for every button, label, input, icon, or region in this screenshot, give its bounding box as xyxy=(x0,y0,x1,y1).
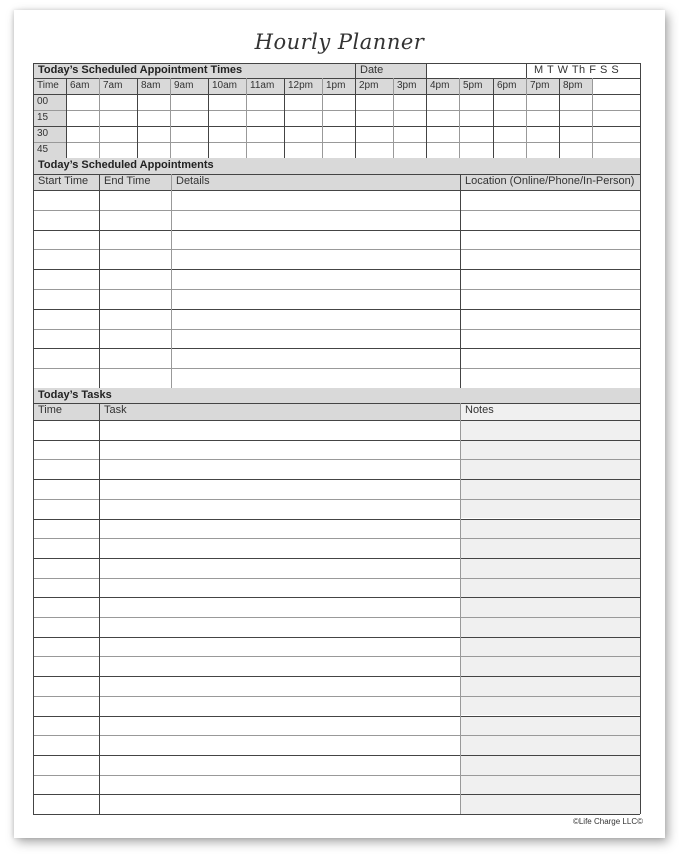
grid-line xyxy=(33,142,640,143)
column-header-details: Details xyxy=(171,174,460,190)
task-cell[interactable] xyxy=(99,656,460,676)
appointment-cell[interactable] xyxy=(33,190,99,210)
time-slot-cell[interactable] xyxy=(559,110,592,126)
time-slot-cell[interactable] xyxy=(208,142,246,158)
hour-header-3pm: 3pm xyxy=(393,78,426,94)
minute-label-15: 15 xyxy=(33,110,66,126)
appointment-cell[interactable] xyxy=(171,190,460,210)
grid-line xyxy=(137,78,138,158)
time-slot-cell[interactable] xyxy=(170,110,208,126)
appointment-cell[interactable] xyxy=(99,348,171,368)
task-time-cell[interactable] xyxy=(33,755,99,775)
grid-line xyxy=(33,656,640,657)
grid-line xyxy=(33,309,640,310)
task-notes-cell[interactable] xyxy=(460,618,640,637)
grid-line xyxy=(640,158,641,388)
time-slot-cell[interactable] xyxy=(355,110,393,126)
time-slot-cell[interactable] xyxy=(355,94,393,110)
time-slot-cell[interactable] xyxy=(592,94,640,110)
task-notes-cell[interactable] xyxy=(460,638,640,657)
task-cell[interactable] xyxy=(99,735,460,755)
task-time-cell[interactable] xyxy=(33,558,99,578)
appointment-cell[interactable] xyxy=(460,329,640,349)
time-slot-cell[interactable] xyxy=(426,126,459,142)
grid-line xyxy=(33,388,34,814)
hour-header-2pm: 2pm xyxy=(355,78,393,94)
grid-line xyxy=(426,78,427,158)
time-slot-cell[interactable] xyxy=(170,94,208,110)
time-slot-cell[interactable] xyxy=(393,142,426,158)
task-cell[interactable] xyxy=(99,755,460,775)
appointment-cell[interactable] xyxy=(460,210,640,230)
hour-header-10am: 10am xyxy=(208,78,246,94)
task-time-cell[interactable] xyxy=(33,735,99,755)
grid-line xyxy=(66,78,67,158)
page-title: Hourly Planner xyxy=(254,30,425,54)
appointment-cell[interactable] xyxy=(171,210,460,230)
task-cell[interactable] xyxy=(99,716,460,736)
task-cell[interactable] xyxy=(99,538,460,558)
grid-line xyxy=(33,63,34,158)
time-slot-cell[interactable] xyxy=(322,110,355,126)
day-of-week-selector[interactable]: M T W Th F S S xyxy=(534,64,620,76)
grid-line xyxy=(33,348,640,349)
section-header-appointments: Today’s Scheduled Appointments xyxy=(33,158,640,174)
time-slot-cell[interactable] xyxy=(559,126,592,142)
grid-line xyxy=(246,78,247,158)
task-cell[interactable] xyxy=(99,794,460,814)
grid-line xyxy=(33,637,640,638)
task-notes-cell[interactable] xyxy=(460,736,640,755)
time-slot-cell[interactable] xyxy=(322,142,355,158)
grid-line xyxy=(33,174,640,175)
grid-line xyxy=(33,676,640,677)
time-slot-cell[interactable] xyxy=(393,94,426,110)
time-slot-cell[interactable] xyxy=(208,126,246,142)
time-column-header: Time xyxy=(33,78,66,94)
time-slot-cell[interactable] xyxy=(393,126,426,142)
section-header-tasks: Today’s Tasks xyxy=(33,388,640,403)
grid-line xyxy=(460,403,461,814)
time-slot-cell[interactable] xyxy=(137,142,170,158)
appointment-cell[interactable] xyxy=(460,269,640,289)
appointment-cell[interactable] xyxy=(33,368,99,388)
grid-line xyxy=(460,174,461,388)
grid-line xyxy=(33,499,640,500)
date-field[interactable] xyxy=(426,63,526,78)
grid-line xyxy=(33,794,640,795)
copyright-footer: ©Life Charge LLC© xyxy=(572,817,643,826)
grid-line xyxy=(33,78,640,79)
task-cell[interactable] xyxy=(99,617,460,637)
column-header-location-online-phone-in-person: Location (Online/Phone/In-Person) xyxy=(460,174,640,190)
minute-label-45: 45 xyxy=(33,142,66,158)
grid-line xyxy=(33,403,640,404)
hour-header-9am: 9am xyxy=(170,78,208,94)
time-slot-cell[interactable] xyxy=(459,110,493,126)
task-time-cell[interactable] xyxy=(33,656,99,676)
grid-line xyxy=(640,388,641,814)
grid-line xyxy=(355,63,356,78)
time-slot-cell[interactable] xyxy=(66,126,99,142)
time-slot-cell[interactable] xyxy=(284,126,322,142)
task-time-cell[interactable] xyxy=(33,637,99,657)
time-slot-cell[interactable] xyxy=(459,142,493,158)
time-slot-cell[interactable] xyxy=(526,126,559,142)
time-slot-cell[interactable] xyxy=(355,142,393,158)
appointment-cell[interactable] xyxy=(33,348,99,368)
grid-line xyxy=(393,78,394,158)
task-cell[interactable] xyxy=(99,519,460,539)
task-cell[interactable] xyxy=(99,440,460,460)
time-slot-cell[interactable] xyxy=(526,110,559,126)
grid-line xyxy=(459,78,460,158)
task-notes-cell[interactable] xyxy=(460,756,640,775)
grid-line xyxy=(33,126,640,127)
task-cell[interactable] xyxy=(99,479,460,499)
appointment-cell[interactable] xyxy=(171,329,460,349)
time-slot-cell[interactable] xyxy=(592,110,640,126)
time-slot-cell[interactable] xyxy=(137,94,170,110)
appointment-cell[interactable] xyxy=(171,230,460,250)
task-notes-cell[interactable] xyxy=(460,776,640,795)
minute-label-30: 30 xyxy=(33,126,66,142)
grid-line xyxy=(33,755,640,756)
grid-line xyxy=(33,420,640,421)
time-slot-cell[interactable] xyxy=(246,142,284,158)
grid-line xyxy=(33,775,640,776)
grid-line xyxy=(33,597,640,598)
grid-line xyxy=(355,78,356,158)
grid-line xyxy=(322,78,323,158)
hour-header-8am: 8am xyxy=(137,78,170,94)
task-time-cell[interactable] xyxy=(33,597,99,617)
task-time-cell[interactable] xyxy=(33,794,99,814)
time-slot-cell[interactable] xyxy=(99,126,137,142)
grid-line xyxy=(640,63,641,158)
task-notes-cell[interactable] xyxy=(460,677,640,696)
appointment-cell[interactable] xyxy=(460,368,640,388)
task-time-cell[interactable] xyxy=(33,459,99,479)
time-slot-cell[interactable] xyxy=(526,94,559,110)
appointment-cell[interactable] xyxy=(99,329,171,349)
time-slot-cell[interactable] xyxy=(493,110,526,126)
appointment-cell[interactable] xyxy=(33,230,99,250)
grid-line xyxy=(33,814,640,815)
appointment-cell[interactable] xyxy=(460,289,640,309)
time-slot-cell[interactable] xyxy=(393,110,426,126)
task-cell[interactable] xyxy=(99,696,460,716)
time-slot-cell[interactable] xyxy=(66,110,99,126)
appointment-cell[interactable] xyxy=(99,230,171,250)
appointment-cell[interactable] xyxy=(460,249,640,269)
task-notes-cell[interactable] xyxy=(460,480,640,499)
task-time-cell[interactable] xyxy=(33,420,99,440)
task-time-cell[interactable] xyxy=(33,716,99,736)
grid-line xyxy=(33,479,640,480)
appointment-cell[interactable] xyxy=(171,269,460,289)
grid-line xyxy=(33,558,640,559)
appointment-cell[interactable] xyxy=(99,269,171,289)
task-cell[interactable] xyxy=(99,676,460,696)
grid-line xyxy=(592,78,593,158)
grid-line xyxy=(426,63,427,78)
section-header-appointment-times: Today’s Scheduled Appointment Times xyxy=(33,63,355,78)
appointment-cell[interactable] xyxy=(33,269,99,289)
hour-header-6pm: 6pm xyxy=(493,78,526,94)
time-slot-cell[interactable] xyxy=(284,142,322,158)
task-cell[interactable] xyxy=(99,775,460,795)
task-cell[interactable] xyxy=(99,558,460,578)
task-time-cell[interactable] xyxy=(33,617,99,637)
time-slot-cell[interactable] xyxy=(493,142,526,158)
appointment-cell[interactable] xyxy=(460,190,640,210)
column-header-end-time: End Time xyxy=(99,174,171,190)
column-header-time: Time xyxy=(33,403,99,420)
appointment-cell[interactable] xyxy=(171,309,460,329)
appointment-cell[interactable] xyxy=(99,309,171,329)
time-slot-cell[interactable] xyxy=(592,142,640,158)
time-slot-cell[interactable] xyxy=(170,126,208,142)
grid-line xyxy=(171,174,172,388)
task-notes-cell[interactable] xyxy=(460,460,640,479)
task-cell[interactable] xyxy=(99,578,460,598)
column-header-start-time: Start Time xyxy=(33,174,99,190)
appointment-cell[interactable] xyxy=(460,348,640,368)
grid-line xyxy=(33,190,640,191)
grid-line xyxy=(33,63,640,64)
appointment-cell[interactable] xyxy=(171,348,460,368)
appointment-cell[interactable] xyxy=(33,249,99,269)
time-slot-cell[interactable] xyxy=(426,142,459,158)
time-slot-cell[interactable] xyxy=(66,142,99,158)
hour-header-12pm: 12pm xyxy=(284,78,322,94)
grid-line xyxy=(33,617,640,618)
appointment-cell[interactable] xyxy=(99,289,171,309)
appointment-cell[interactable] xyxy=(99,210,171,230)
hour-header-11am: 11am xyxy=(246,78,284,94)
time-slot-cell[interactable] xyxy=(208,110,246,126)
time-slot-cell[interactable] xyxy=(322,94,355,110)
grid-line xyxy=(33,94,640,95)
minute-label-00: 00 xyxy=(33,94,66,110)
time-slot-cell[interactable] xyxy=(284,94,322,110)
grid-line xyxy=(33,158,34,388)
time-slot-cell[interactable] xyxy=(246,110,284,126)
time-slot-cell[interactable] xyxy=(459,126,493,142)
appointment-cell[interactable] xyxy=(99,190,171,210)
task-notes-cell[interactable] xyxy=(460,500,640,519)
task-notes-cell[interactable] xyxy=(460,657,640,676)
task-cell[interactable] xyxy=(99,597,460,617)
time-slot-cell[interactable] xyxy=(137,126,170,142)
time-slot-cell[interactable] xyxy=(246,126,284,142)
grid-line xyxy=(33,735,640,736)
task-time-cell[interactable] xyxy=(33,499,99,519)
appointment-cell[interactable] xyxy=(33,309,99,329)
grid-line xyxy=(33,578,640,579)
task-cell[interactable] xyxy=(99,637,460,657)
grid-line xyxy=(33,440,640,441)
task-time-cell[interactable] xyxy=(33,696,99,716)
time-slot-cell[interactable] xyxy=(559,142,592,158)
grid-line xyxy=(33,110,640,111)
grid-line xyxy=(33,210,640,211)
appointment-cell[interactable] xyxy=(33,329,99,349)
task-notes-cell[interactable] xyxy=(460,421,640,440)
task-notes-cell[interactable] xyxy=(460,795,640,814)
task-time-cell[interactable] xyxy=(33,578,99,598)
appointment-cell[interactable] xyxy=(99,368,171,388)
hour-header-1pm: 1pm xyxy=(322,78,355,94)
task-notes-cell[interactable] xyxy=(460,579,640,598)
appointment-cell[interactable] xyxy=(171,368,460,388)
task-notes-cell[interactable] xyxy=(460,539,640,558)
task-notes-cell[interactable] xyxy=(460,520,640,539)
time-slot-cell[interactable] xyxy=(559,94,592,110)
task-cell[interactable] xyxy=(99,499,460,519)
task-time-cell[interactable] xyxy=(33,676,99,696)
hour-header-6am: 6am xyxy=(66,78,99,94)
task-notes-cell[interactable] xyxy=(460,598,640,617)
task-time-cell[interactable] xyxy=(33,775,99,795)
time-slot-cell[interactable] xyxy=(99,94,137,110)
task-cell[interactable] xyxy=(99,459,460,479)
hour-header-blank xyxy=(592,78,640,94)
task-cell[interactable] xyxy=(99,420,460,440)
time-slot-cell[interactable] xyxy=(426,110,459,126)
time-slot-cell[interactable] xyxy=(284,110,322,126)
time-slot-cell[interactable] xyxy=(170,142,208,158)
hour-header-4pm: 4pm xyxy=(426,78,459,94)
task-notes-cell[interactable] xyxy=(460,559,640,578)
grid-line xyxy=(33,716,640,717)
time-slot-cell[interactable] xyxy=(459,94,493,110)
time-slot-cell[interactable] xyxy=(526,142,559,158)
task-time-cell[interactable] xyxy=(33,440,99,460)
time-slot-cell[interactable] xyxy=(137,110,170,126)
task-notes-cell[interactable] xyxy=(460,717,640,736)
grid-line xyxy=(33,538,640,539)
date-label: Date xyxy=(355,63,426,78)
grid-line xyxy=(33,519,640,520)
grid-line xyxy=(284,78,285,158)
time-slot-cell[interactable] xyxy=(592,126,640,142)
grid-line xyxy=(33,289,640,290)
grid-line xyxy=(170,78,171,158)
grid-line xyxy=(33,459,640,460)
appointment-cell[interactable] xyxy=(171,289,460,309)
grid-line xyxy=(526,63,527,78)
grid-line xyxy=(33,329,640,330)
grid-line xyxy=(559,78,560,158)
grid-line xyxy=(99,78,100,158)
grid-line xyxy=(33,249,640,250)
time-slot-cell[interactable] xyxy=(99,142,137,158)
task-notes-cell[interactable] xyxy=(460,441,640,460)
hour-header-7am: 7am xyxy=(99,78,137,94)
time-slot-cell[interactable] xyxy=(322,126,355,142)
appointment-cell[interactable] xyxy=(99,249,171,269)
appointment-cell[interactable] xyxy=(460,230,640,250)
appointment-cell[interactable] xyxy=(33,210,99,230)
time-slot-cell[interactable] xyxy=(426,94,459,110)
time-slot-cell[interactable] xyxy=(66,94,99,110)
grid-line xyxy=(33,230,640,231)
grid-line xyxy=(33,696,640,697)
time-slot-cell[interactable] xyxy=(208,94,246,110)
time-slot-cell[interactable] xyxy=(493,126,526,142)
grid-line xyxy=(33,368,640,369)
column-header-notes: Notes xyxy=(460,403,640,420)
task-time-cell[interactable] xyxy=(33,519,99,539)
hour-header-5pm: 5pm xyxy=(459,78,493,94)
task-time-cell[interactable] xyxy=(33,538,99,558)
appointment-cell[interactable] xyxy=(171,249,460,269)
time-slot-cell[interactable] xyxy=(246,94,284,110)
column-header-task: Task xyxy=(99,403,460,420)
grid-line xyxy=(526,78,527,158)
grid-line xyxy=(208,78,209,158)
grid-line xyxy=(99,403,100,814)
time-slot-cell[interactable] xyxy=(355,126,393,142)
appointment-cell[interactable] xyxy=(460,309,640,329)
time-slot-cell[interactable] xyxy=(493,94,526,110)
task-notes-cell[interactable] xyxy=(460,697,640,716)
grid-line xyxy=(99,174,100,388)
grid-line xyxy=(33,269,640,270)
hour-header-8pm: 8pm xyxy=(559,78,592,94)
hour-header-7pm: 7pm xyxy=(526,78,559,94)
appointment-cell[interactable] xyxy=(33,289,99,309)
time-slot-cell[interactable] xyxy=(99,110,137,126)
task-time-cell[interactable] xyxy=(33,479,99,499)
grid-line xyxy=(493,78,494,158)
